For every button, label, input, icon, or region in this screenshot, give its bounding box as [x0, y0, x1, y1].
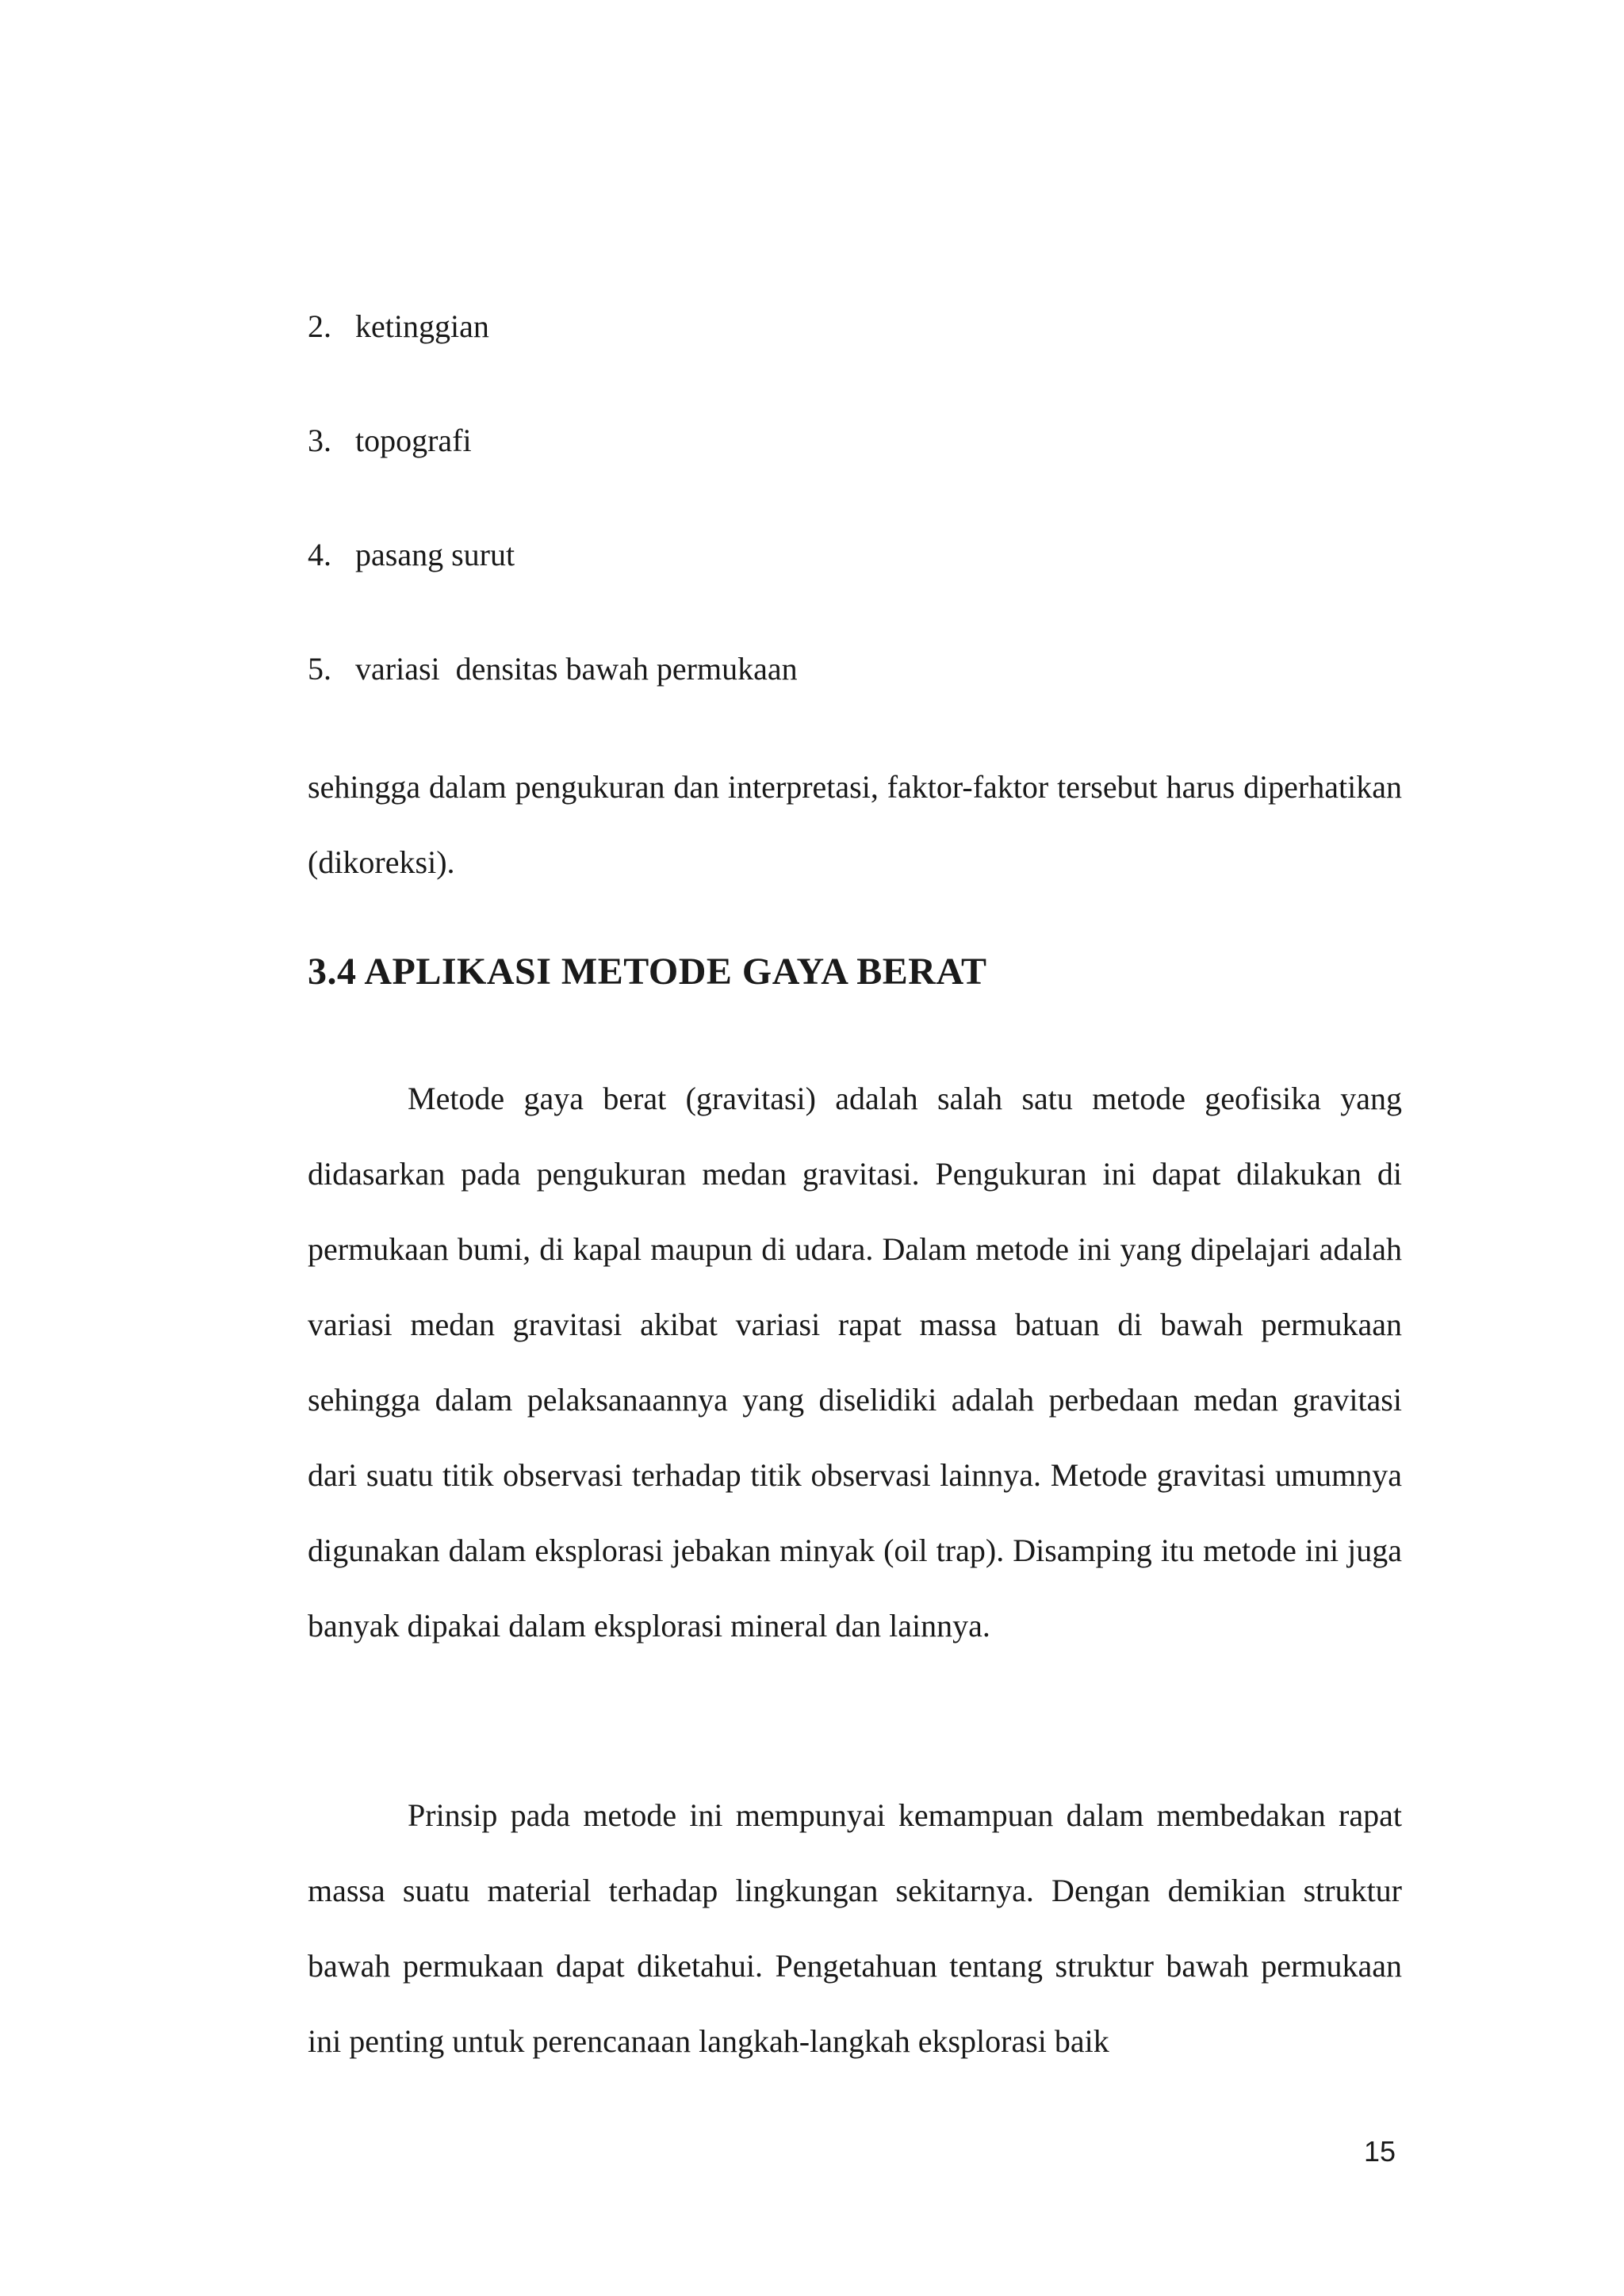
list-item-number: 4. [308, 537, 331, 572]
list-item-number: 3. [308, 423, 331, 458]
continuation-paragraph: sehingga dalam pengukuran dan interpretasi, faktor-faktor tersebut harus diperhatikan (dikoreksi). [308, 769, 1402, 880]
list-item-text: pasang surut [355, 537, 515, 572]
page-number: 15 [1363, 2135, 1396, 2168]
list-item [308, 645, 1402, 760]
list-item [308, 531, 1402, 645]
list-item-text: variasi densitas bawah permukaan [355, 651, 798, 687]
section-heading: 3.4 APLIKASI METODE GAYA BERAT [308, 951, 987, 993]
list-item-text: topografi [355, 423, 472, 458]
list-item [308, 303, 1402, 417]
list-item [308, 417, 1402, 531]
body-paragraph: Metode gaya berat (gravitasi) adalah salah satu metode geofisika yang didasarkan pada pengukuran medan gravitasi. Pengukuran ini dapat dilakukan di permukaan bumi, di kapal maupun di udara. Dalam metode ini yang dipelajari adalah variasi medan gravitasi akibat variasi rapat massa batuan di bawah permukaan sehingga dalam pelaksanaannya yang diselidiki adalah perbedaan medan gravitasi dari suatu titik observasi terhadap titik observasi lainnya. Metode gravitasi umumnya digunakan dalam eksplorasi jebakan minyak (oil trap). Disamping itu metode ini juga banyak dipakai dalam eksplorasi mineral dan lainnya. [308, 1081, 1402, 1644]
body-paragraph: Prinsip pada metode ini mempunyai kemampuan dalam membedakan rapat massa suatu material terhadap lingkungan sekitarnya. Dengan demikian struktur bawah permukaan dapat diketahui. Pengetahuan tentang struktur bawah permukaan ini penting untuk perencanaan langkah-langkah eksplorasi baik [308, 1797, 1402, 2059]
list-item-text: ketinggian [355, 308, 489, 344]
list-item-number: 5. [308, 651, 331, 687]
numbered-list [308, 303, 1402, 760]
list-item-number: 2. [308, 308, 331, 344]
